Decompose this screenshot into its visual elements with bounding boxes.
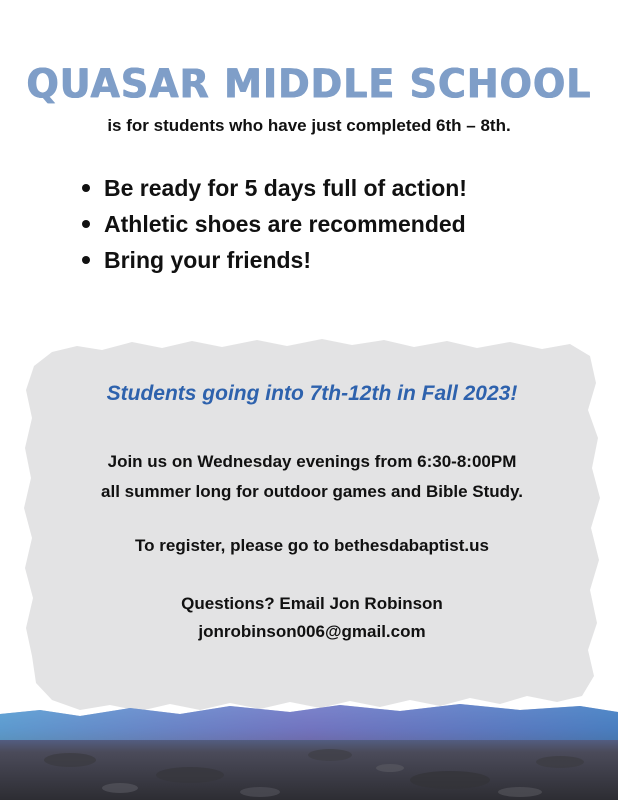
- bullet-icon: [82, 220, 90, 228]
- highlight-heading: Students going into 7th-12th in Fall 2023!: [106, 382, 518, 405]
- bullet-text: Athletic shoes are recommended: [104, 211, 466, 237]
- bullet-icon: [82, 256, 90, 264]
- page-title: QUASAR MIDDLE SCHOOL: [26, 60, 592, 108]
- details-line-2: all summer long for outdoor games and Bible Study.: [101, 482, 523, 501]
- bullet-list: [80, 170, 467, 278]
- list-item: [80, 170, 467, 206]
- register-text: To register, please go to bethesdabaptist.us: [135, 536, 489, 555]
- bullet-text: Be ready for 5 days full of action!: [104, 175, 467, 201]
- page-subtitle: is for students who have just completed 6th – 8th.: [107, 116, 511, 135]
- email-text: jonrobinson006@gmail.com: [198, 622, 426, 641]
- list-item: [80, 242, 467, 278]
- bullet-icon: [82, 184, 90, 192]
- questions-text: Questions? Email Jon Robinson: [181, 594, 443, 613]
- list-item: [80, 206, 467, 242]
- bullet-text: Bring your friends!: [104, 247, 312, 273]
- details-line-1: Join us on Wednesday evenings from 6:30-8:00PM: [107, 452, 517, 471]
- moon-surface-image: [0, 700, 618, 800]
